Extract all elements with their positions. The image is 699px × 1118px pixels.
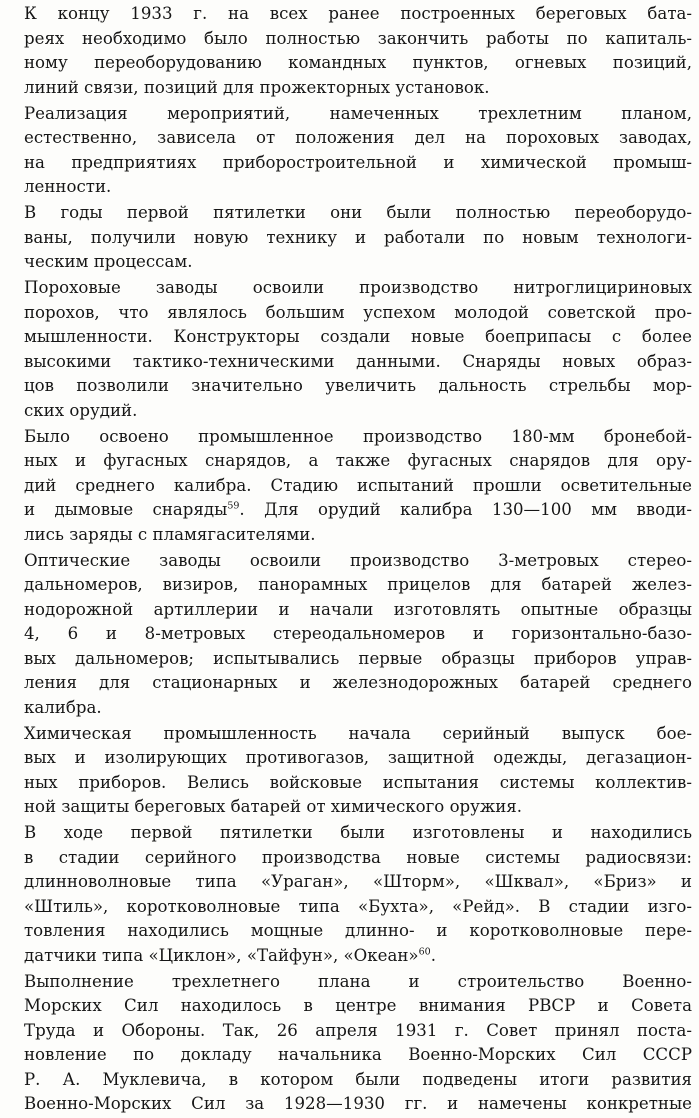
text-line: 4, 6 и 8-метровых стереодальномеров и горизонтально-базо- — [24, 624, 692, 643]
paragraph-3 — [4, 201, 692, 275]
text-line: линий связи, позиций для прожекторных установок. — [24, 77, 490, 97]
text-line: Химическая промышленность начала серийный выпуск бое- — [24, 723, 692, 743]
paragraph-6 — [4, 549, 692, 721]
text-segment: . Для орудий калибра 130—100 мм вводи- — [239, 500, 693, 519]
text-line: реях необходимо было полностью закончить работы по капиталь- — [24, 28, 692, 48]
text-line: В годы первой пятилетки они были полностью переоборудо- — [24, 203, 692, 222]
text-line: ления для стационарных и железнодорожных батарей среднего — [24, 673, 692, 692]
text-line: ных приборов. Велись войсковые испытания системы коллектив- — [24, 772, 692, 792]
text-line: Р. А. Муклевича, в котором были подведены итоги развития — [24, 1069, 692, 1089]
text-line: товления находились мощные длинно- и коротковолновые пере- — [24, 921, 692, 940]
text-line: Было освоено промышленное производство 180-мм бронебой- — [24, 426, 692, 446]
text-line: дальномеров, визиров, панорамных прицелов для батарей желез- — [24, 575, 692, 594]
text-line: вых дальномеров; испытывались первые образцы приборов управ- — [24, 648, 692, 668]
text-line: Оптические заводы освоили производство 3-метровых стерео- — [24, 550, 692, 570]
text-line: мышленности. Конструкторы создали новые боеприпасы с более — [24, 327, 692, 346]
text-line: Труда и Обороны. Так, 26 апреля 1931 г. Совет принял поста- — [24, 1020, 692, 1040]
text-line: порохов, что являлось большим успехом молодой советской про- — [24, 302, 692, 322]
text-line: цов позволили значительно увеличить дальность стрельбы мор- — [24, 376, 692, 395]
text-line: «Штиль», коротковолновые типа «Бухта», «Рейд». В стадии изго- — [24, 896, 692, 916]
text-line: ваны, получили новую технику и работали по новым технологи- — [24, 227, 692, 247]
text-line: вых и изолирующих противогазов, защитной одежды, дегазацион- — [24, 748, 692, 767]
document-page — [4, 2, 692, 1118]
text-line: дий среднего калибра. Стадию испытаний прошли осветительные — [24, 475, 692, 495]
text-line: длинноволновые типа «Ураган», «Шторм», «Шквал», «Бриз» и — [24, 872, 692, 891]
text-line: ной защиты береговых батарей от химического оружия. — [24, 797, 523, 816]
text-line: Выполнение трехлетнего плана и строительство Военно- — [24, 971, 692, 991]
text-line: естественно, зависела от положения дел на пороховых заводах, — [24, 128, 692, 147]
text-line: Военно-Морских Сил за 1928—1930 гг. и намечены конкретные — [24, 1094, 692, 1113]
paragraph-1 — [4, 2, 692, 100]
paragraph-2 — [4, 102, 692, 200]
text-line: ческим процессам. — [24, 252, 193, 271]
text-line: ному переоборудованию командных пунктов, огневых позиций, — [24, 53, 692, 72]
paragraph-8 — [4, 821, 692, 968]
text-line: новление по докладу начальника Военно-Морских Сил СССР — [24, 1045, 692, 1064]
text-line: Морских Сил находилось в центре внимания РВСР и Совета — [24, 996, 692, 1015]
text-line: калибра. — [24, 697, 102, 717]
text-line-with-footnote — [4, 498, 692, 523]
text-line: высокими тактико-техническими данными. Снаряды новых образ- — [24, 351, 692, 371]
text-segment: датчики типа «Циклон», «Тайфун», «Океан» — [24, 945, 419, 965]
text-line: нодорожной артиллерии и начали изготовлять опытные образцы — [24, 599, 692, 619]
text-line: ленности. — [24, 177, 112, 196]
text-line: В ходе первой пятилетки были изготовлены и находились — [24, 823, 692, 842]
text-line: Пороховые заводы освоили производство нитроглицириновых — [24, 278, 692, 297]
text-line: ских орудий. — [24, 400, 138, 420]
text-line: на предприятиях приборостроительной и химической промыш- — [24, 152, 692, 172]
paragraph-4 — [4, 276, 692, 423]
paragraph-9 — [4, 970, 692, 1117]
footnote-marker: 59 — [227, 500, 240, 512]
text-line: в стадии серийного производства новые системы радиосвязи: — [24, 847, 692, 867]
paragraph-5 — [4, 425, 692, 548]
text-line-with-footnote — [4, 944, 692, 969]
text-line: Реализация мероприятий, намеченных трехлетним планом, — [24, 103, 692, 123]
period: . — [430, 945, 436, 965]
text-line: ных и фугасных снарядов, а также фугасных снарядов для ору- — [24, 451, 692, 470]
text-segment: и дымовые снаряды — [24, 500, 228, 519]
text-line: лись заряды с пламягасителями. — [24, 524, 316, 544]
footnote-marker: 60 — [418, 945, 431, 957]
paragraph-7 — [4, 722, 692, 820]
text-line: К концу 1933 г. на всех ранее построенных береговых бата- — [24, 4, 692, 23]
